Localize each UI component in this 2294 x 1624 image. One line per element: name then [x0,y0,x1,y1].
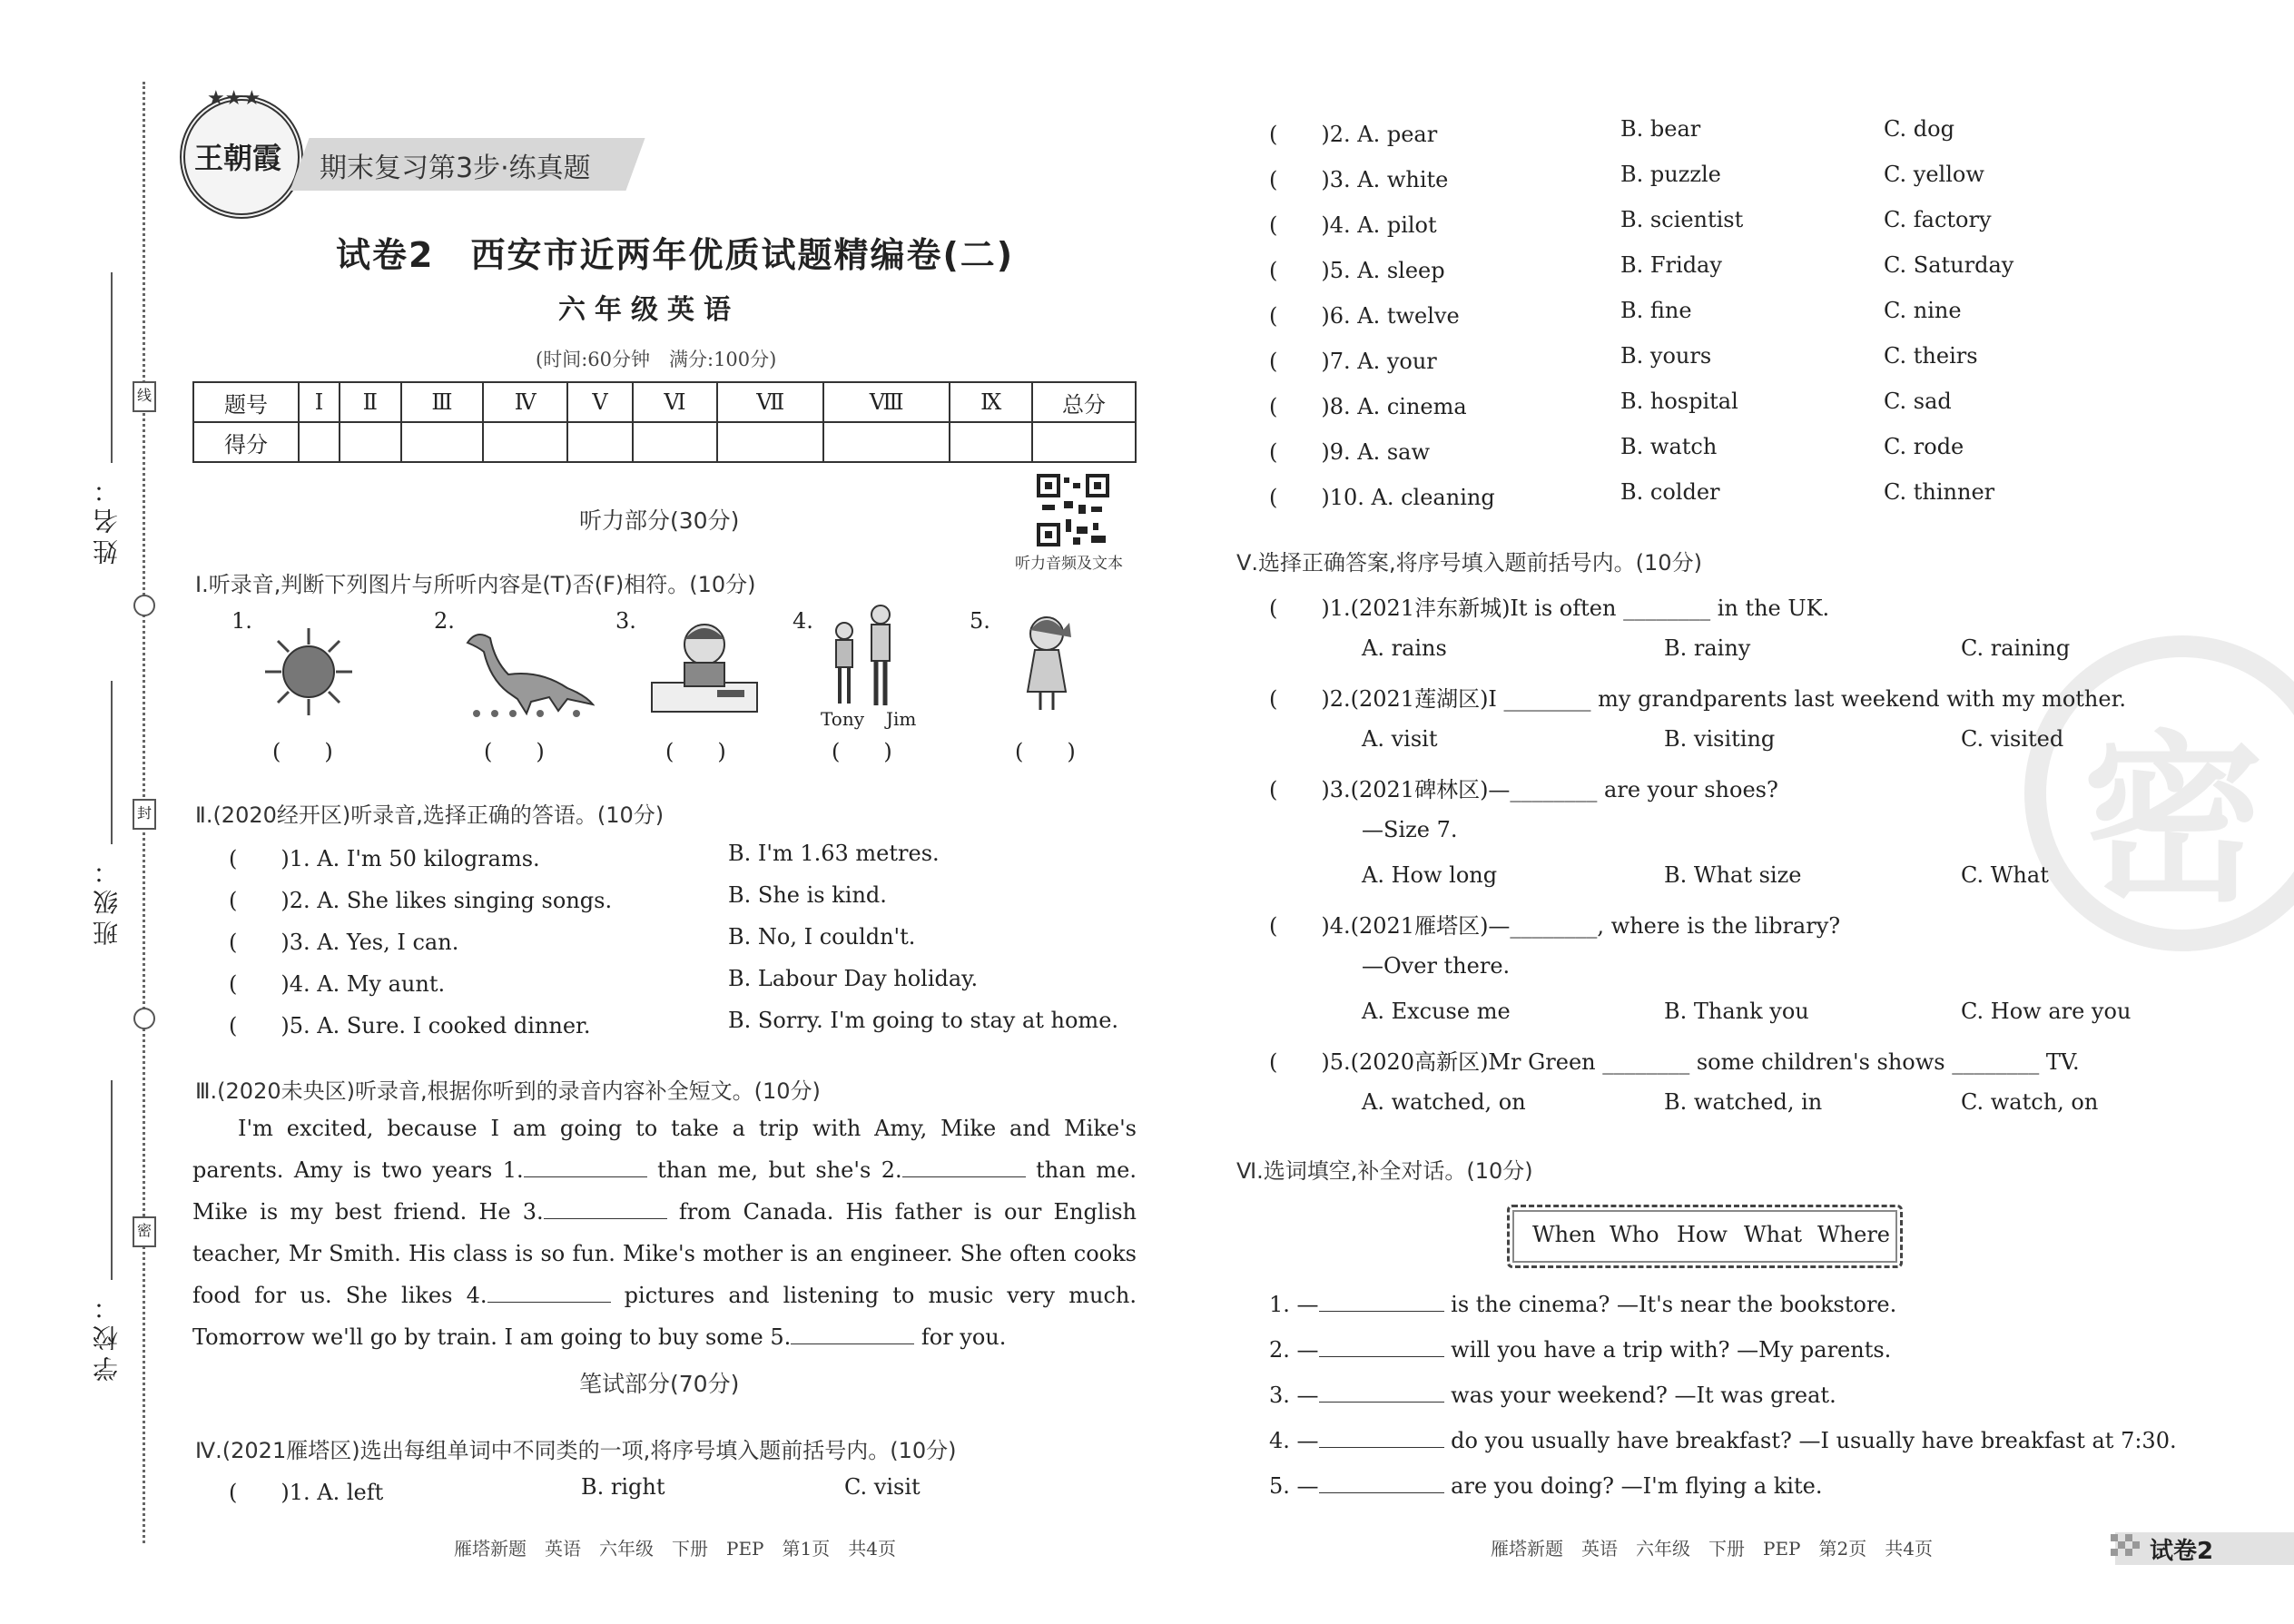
item-text: are you doing? —I'm flying a kite. [1443,1473,1823,1499]
binding-hole-icon [133,1008,155,1029]
score-cell[interactable] [823,422,950,462]
cell: Ⅸ [950,382,1032,422]
pic-num: 4. [793,608,813,634]
option-b: B. fine [1620,298,1692,323]
question-item: ( )5. A. sleep [1269,258,1445,283]
option-a: A. Excuse me [1362,999,1511,1024]
seal-char-seal: 封 [133,799,156,830]
footer-right: 雁塔新题 英语 六年级 下册 PEP 第2页 共4页 [1491,1538,1933,1560]
word-bank-item: How [1677,1222,1728,1247]
logo-stars-icon: ★★★ [207,87,261,110]
passage-text: I'm excited, because I am going to take a trip with Amy, Mike and Mike's parents. Amy is two years 1. [192,1116,1137,1183]
question-item: ( )4. A. pilot [1269,212,1437,238]
question-item: ( )2. A. pear [1269,122,1438,147]
option-b: B. I'm 1.63 metres. [728,841,940,866]
score-cell[interactable] [299,422,340,462]
cell: 题号 [193,382,299,422]
item-num: 3. — [1269,1383,1319,1408]
logo-emblem [180,95,303,219]
sun-icon [263,626,354,717]
option-c: C. visited [1961,726,2064,752]
girl-icon [1015,610,1078,712]
option-a: A. visit [1362,726,1438,752]
class-field-line[interactable] [111,681,113,844]
name-field-line[interactable] [111,272,113,463]
dialogue-item [1269,1336,1891,1363]
score-table [192,381,1137,463]
question-item: ( )3. A. Yes, I can. [229,930,459,955]
option-c: C. watch, on [1961,1089,2099,1115]
option-c: C. How are you [1961,999,2132,1024]
blank-1[interactable] [524,1156,647,1177]
score-cell[interactable] [483,422,567,462]
option-a: A. rains [1362,635,1447,661]
cell: Ⅲ [401,382,484,422]
qr-caption: 听力音频及文本 [1015,555,1123,573]
dialogue-reply: —Over there. [1362,953,1511,979]
checker-decoration-icon [2111,1534,2147,1563]
logo-text: 王朝霞 [194,141,282,175]
dialogue-item [1269,1291,1896,1317]
passage [192,1107,1137,1358]
blank-2[interactable] [902,1156,1026,1177]
question-item: ( )5. A. Sure. I cooked dinner. [229,1013,591,1038]
score-cell[interactable] [567,422,632,462]
option-b: B. puzzle [1620,162,1721,187]
page-tag: 试卷2 [2150,1538,2214,1565]
score-cell[interactable] [1032,422,1136,462]
option-b: B. Labour Day holiday. [728,966,979,991]
option-c: C. thinner [1884,479,1995,505]
word-bank-item: What [1744,1222,1803,1247]
option-c: C. visit [844,1474,921,1500]
question-item: ( )1.(2021沣东新城)It is often ________ in the UK. [1269,595,1830,621]
option-c: C. rode [1884,434,1964,459]
question-item: ( )8. A. cinema [1269,394,1467,419]
item-num: 1. — [1269,1292,1319,1317]
option-b: B. yours [1620,343,1712,369]
cell: Ⅰ [299,382,340,422]
word-bank-item: Where [1817,1222,1891,1247]
question-item: ( )4.(2021雁塔区)—________, where is the library? [1269,913,1841,939]
score-cell[interactable] [401,422,484,462]
word-bank-item: Who [1610,1222,1659,1247]
cell: Ⅳ [483,382,567,422]
option-b: B. She is kind. [728,882,887,908]
qr-code-icon [1037,474,1109,546]
question-item: ( )9. A. saw [1269,439,1431,465]
answer-paren[interactable]: ( ) [484,739,545,764]
option-a: A. watched, on [1362,1089,1526,1115]
answer-paren[interactable]: ( ) [272,739,333,764]
seal-char-line: 线 [133,381,156,412]
school-label: 学校： [92,1289,122,1382]
cell: 得分 [193,422,299,462]
school-field-line[interactable] [111,1080,113,1280]
option-b: B. Friday [1620,252,1722,278]
dialogue-item [1269,1382,1836,1408]
dinosaur-icon [458,625,595,720]
question-item: ( )1. A. left [229,1480,384,1505]
answer-blank[interactable] [1319,1336,1444,1357]
score-cell[interactable] [340,422,401,462]
page-title: 试卷2 西安市近两年优质试题精编卷(二) [336,235,1015,275]
passage-text: than me. Mike is my best friend. He 3. [192,1157,1137,1225]
option-b: B. Thank you [1664,999,1809,1024]
passage-text: than me, but she's 2. [646,1157,902,1183]
writing-section-title: 笔试部分(70分) [579,1371,740,1397]
pic-num: 3. [615,608,636,634]
question-item: ( )2. A. She likes singing songs. [229,888,613,913]
tony-label: Tony [821,708,865,730]
option-b: B. bear [1620,116,1701,142]
pic-num: 1. [231,608,252,634]
word-bank-item: When [1532,1222,1596,1247]
option-b: B. Sorry. I'm going to stay at home. [728,1008,1119,1033]
blank-5[interactable] [791,1324,914,1344]
section-5-title: Ⅴ.选择正确答案,将序号填入题前括号内。(10分) [1236,550,1702,576]
option-b: B. watched, in [1664,1089,1823,1115]
answer-blank[interactable] [1319,1382,1444,1403]
section-4-title: Ⅳ.(2021雁塔区)选出每组单词中不同类的一项,将序号填入题前括号内。(10分) [195,1438,957,1463]
option-a: A. How long [1362,862,1498,888]
pic-num: 5. [970,608,990,634]
boy-drawing-icon [646,617,763,715]
cell: Ⅶ [717,382,823,422]
seal-char-secret: 密 [133,1216,156,1247]
passage-text: for you. [914,1324,1007,1350]
time-info: (时间:60分钟 满分:100分) [536,349,777,370]
watermark-char: 密 [2082,715,2265,927]
section-1-title: Ⅰ.听录音,判断下列图片与所听内容是(T)否(F)相符。(10分) [195,572,756,597]
class-label: 班级： [92,853,122,946]
footer-left: 雁塔新题 英语 六年级 下册 PEP 第1页 共4页 [454,1538,896,1560]
cell: Ⅷ [823,382,950,422]
page-subtitle: 六年级英语 [558,294,740,326]
item-text: will you have a trip with? —My parents. [1443,1337,1892,1363]
section-3-title: Ⅲ.(2020未央区)听录音,根据你听到的录音内容补全短文。(10分) [195,1078,821,1104]
option-b: B. hospital [1620,389,1738,414]
passage-text: from Canada. His father is our English teacher, Mr Smith. His class is so fun. Mike's mother is an engineer. She often cooks food for us. She likes 4. [192,1199,1137,1308]
option-b: B. rainy [1664,635,1751,661]
dialogue-item [1269,1472,1822,1499]
score-cell[interactable] [717,422,823,462]
tony-jim-icon [828,604,901,711]
item-num: 2. — [1269,1337,1319,1363]
option-b: B. scientist [1620,207,1744,232]
answer-paren[interactable]: ( ) [665,739,726,764]
jim-label: Jim [886,708,917,730]
option-c: C. sad [1884,389,1952,414]
option-c: C. yellow [1884,162,1984,187]
option-c: C. Saturday [1884,252,2014,278]
pic-num: 2. [434,608,455,634]
score-cell[interactable] [950,422,1032,462]
cell: Ⅴ [567,382,632,422]
option-b: B. visiting [1664,726,1776,752]
binding-hole-icon [133,595,155,616]
item-text: do you usually have breakfast? —I usually have breakfast at 7:30. [1443,1428,2177,1453]
question-item: ( )6. A. twelve [1269,303,1460,329]
section-2-title: Ⅱ.(2020经开区)听录音,选择正确的答语。(10分) [195,802,665,828]
answer-blank[interactable] [1319,1427,1444,1448]
cell: 总分 [1032,382,1136,422]
question-item: ( )5.(2020高新区)Mr Green ________ some children's shows ________ TV. [1269,1049,2080,1075]
question-item: ( )10. A. cleaning [1269,485,1495,510]
dialogue-reply: —Size 7. [1362,817,1458,842]
question-item: ( )3.(2021碑林区)—________ are your shoes? [1269,777,1778,802]
item-text: was your weekend? —It was great. [1443,1383,1836,1408]
item-num: 4. — [1269,1428,1319,1453]
blank-4[interactable] [487,1282,611,1303]
option-c: C. dog [1884,116,1954,142]
score-cell[interactable] [633,422,718,462]
option-c: C. nine [1884,298,1962,323]
score-table-header-row [193,382,1136,422]
question-item: ( )1. A. I'm 50 kilograms. [229,846,540,871]
question-item: ( )7. A. your [1269,349,1437,374]
question-item: ( )4. A. My aunt. [229,971,446,997]
score-table-score-row [193,422,1136,462]
answer-paren[interactable]: ( ) [832,739,892,764]
name-label: 姓名： [92,472,122,565]
option-b: B. No, I couldn't. [728,924,916,950]
blank-3[interactable] [544,1198,667,1219]
section-6-title: Ⅵ.选词填空,补全对话。(10分) [1236,1158,1533,1184]
option-c: C. raining [1961,635,2071,661]
banner-text: 期末复习第3步·练真题 [320,153,591,184]
cell: Ⅱ [340,382,401,422]
option-c: C. What [1961,862,2049,888]
dialogue-item [1269,1427,2177,1453]
option-b: B. colder [1620,479,1720,505]
option-c: C. factory [1884,207,1992,232]
question-item: ( )3. A. white [1269,167,1449,192]
question-item: ( )2.(2021莲湖区)I ________ my grandparents last weekend with my mother. [1269,686,2127,712]
passage-text: pictures and listening to music very much. Tomorrow we'll go by train. I am going to buy some 5. [192,1283,1137,1350]
item-num: 5. — [1269,1473,1319,1499]
item-text: is the cinema? —It's near the bookstore. [1443,1292,1897,1317]
option-b: B. right [581,1474,665,1500]
answer-paren[interactable]: ( ) [1015,739,1076,764]
answer-blank[interactable] [1319,1291,1444,1312]
option-c: C. theirs [1884,343,1978,369]
listening-section-title: 听力部分(30分) [579,507,740,534]
cell: Ⅵ [633,382,718,422]
answer-blank[interactable] [1319,1472,1444,1493]
option-b: B. What size [1664,862,1802,888]
option-b: B. watch [1620,434,1718,459]
